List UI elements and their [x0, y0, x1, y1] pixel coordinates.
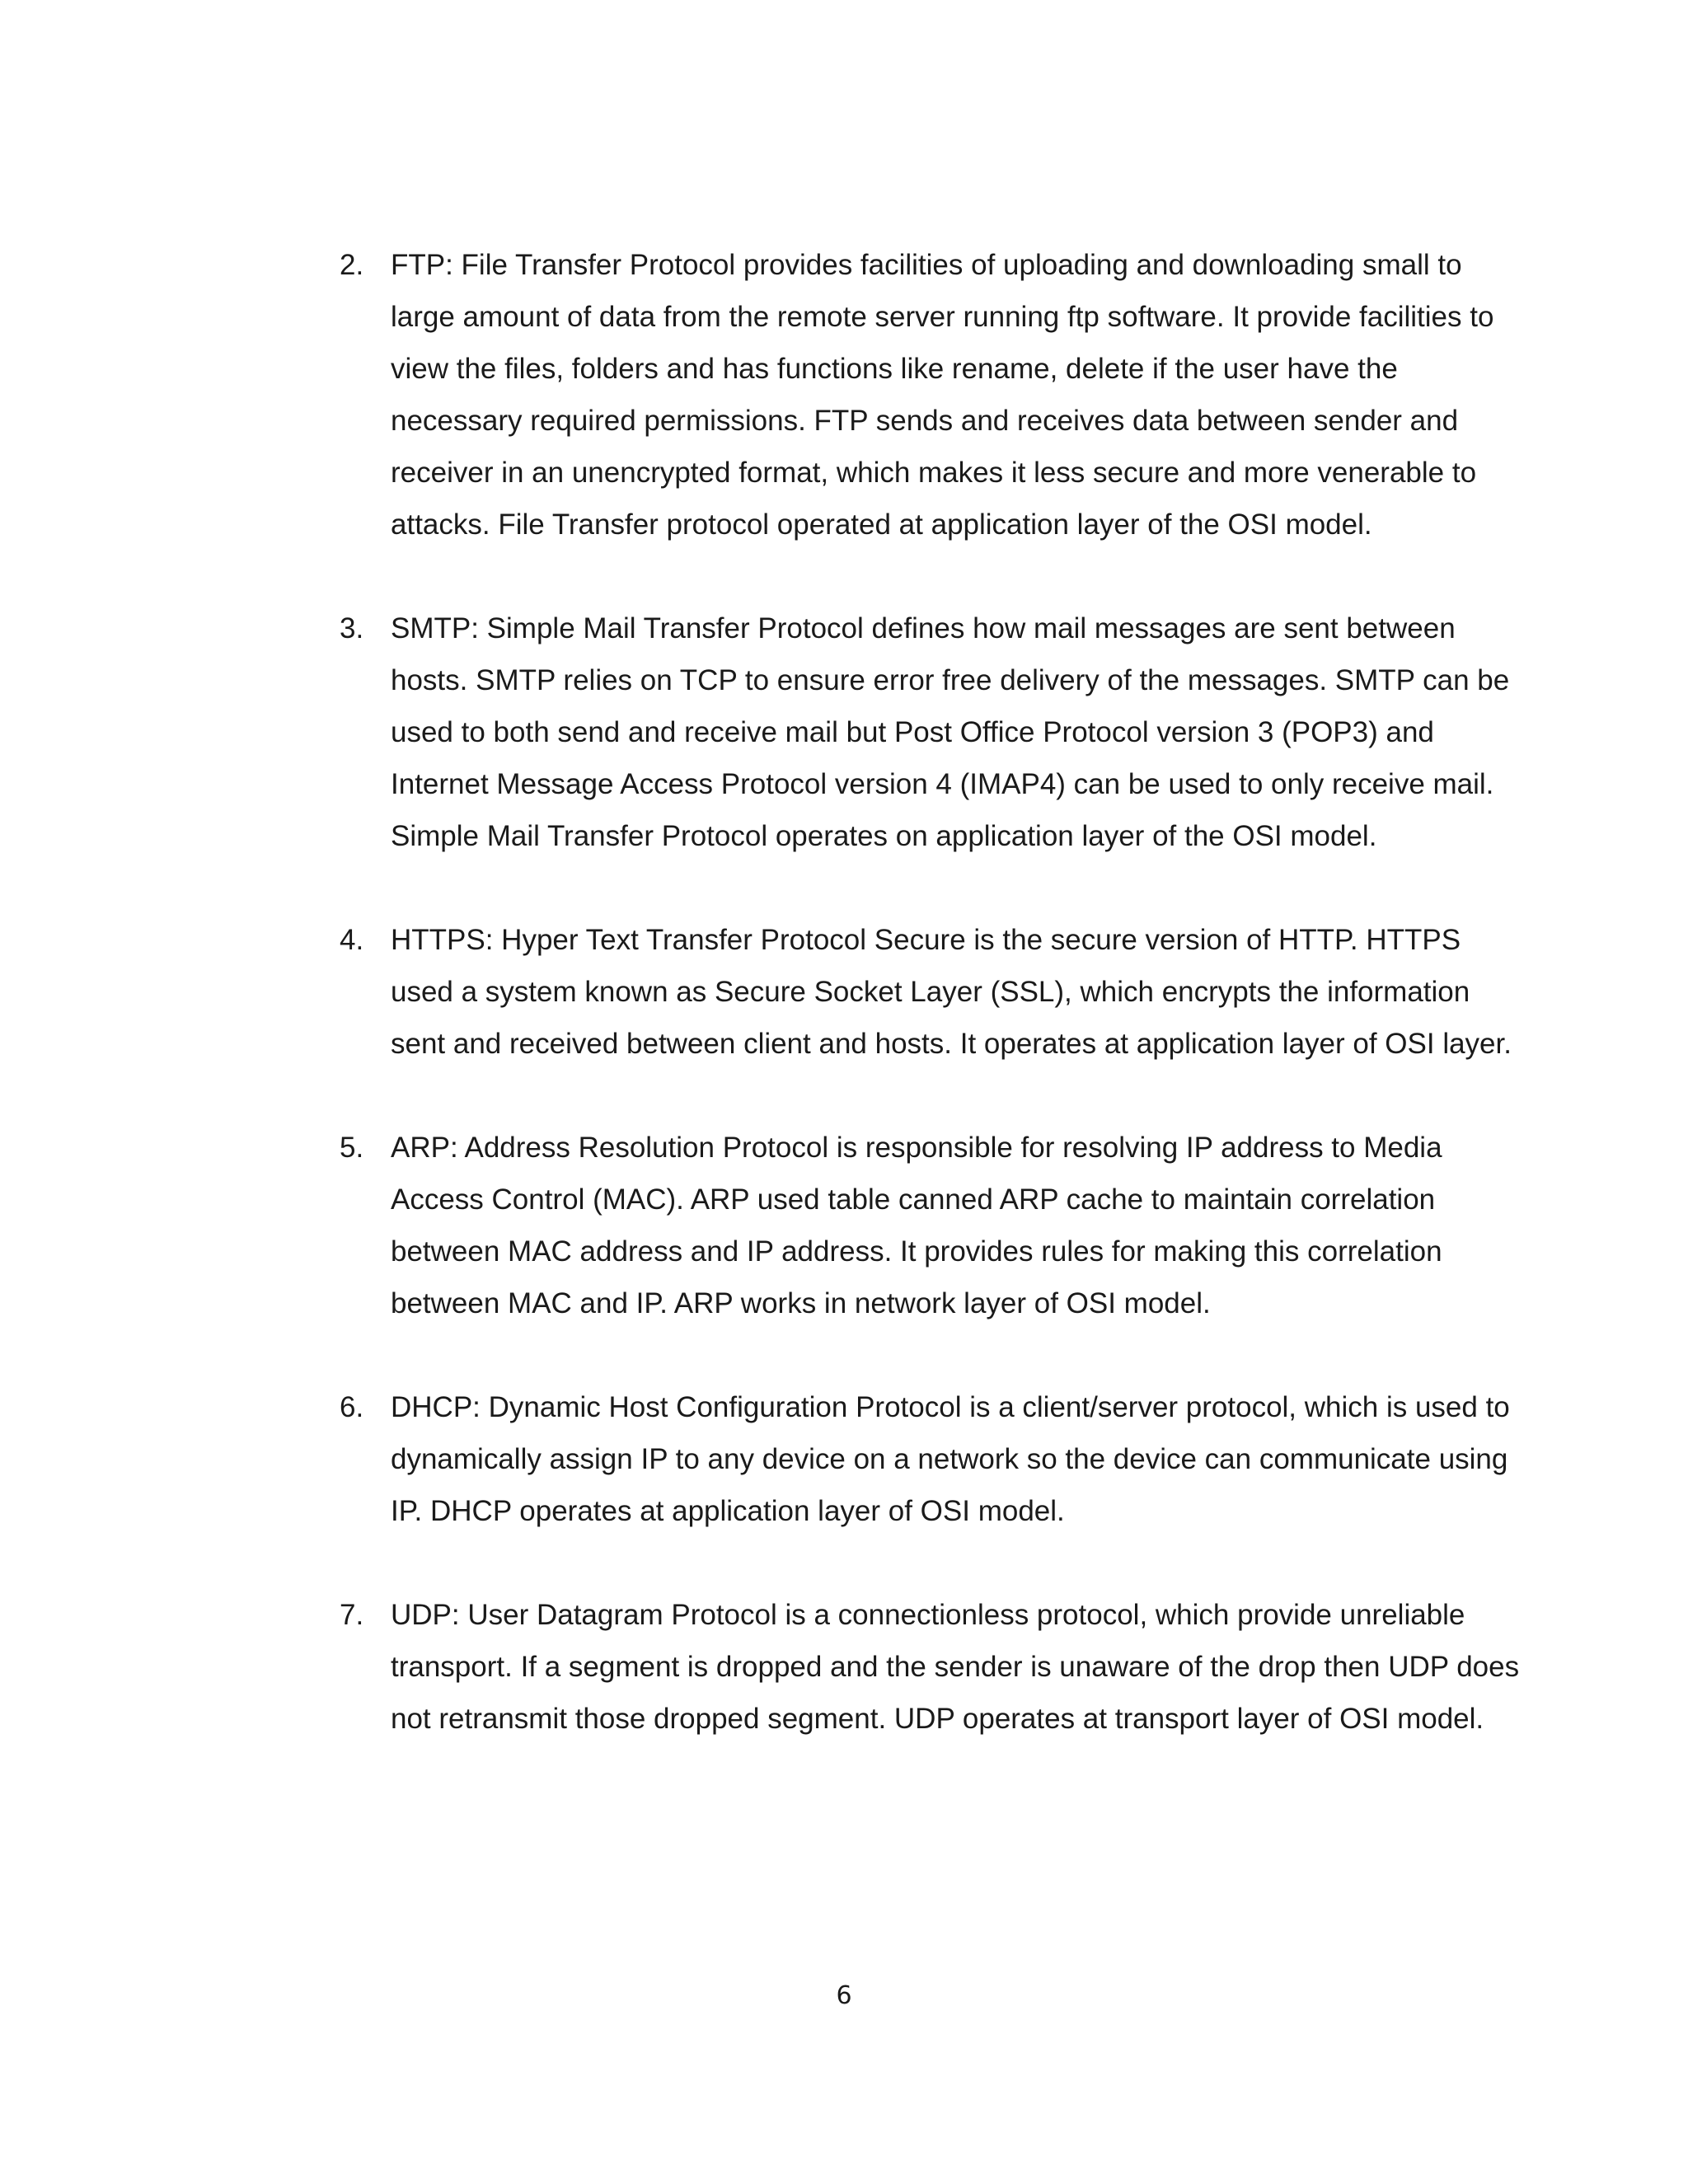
page-number: 6	[836, 1981, 852, 2010]
list-item-smtp	[340, 602, 1526, 862]
list-item-https	[340, 914, 1526, 1070]
list-item-number: 6.	[340, 1391, 364, 1423]
list-item-text: HTTPS: Hyper Text Transfer Protocol Secure is the secure version of HTTP. HTTPS used a system known as Secure Socket Layer (SSL), which encrypts the information sent and received between client and hosts. It operates at application layer of OSI layer.	[391, 924, 1512, 1060]
list-item-number: 3.	[340, 612, 364, 644]
list-item-text: FTP: File Transfer Protocol provides facilities of uploading and downloading small to large amount of data from the remote server running ftp software. It provide facilities to view the files, folders and has functions like rename, delete if the user have the necessary required permissions. FTP sends and receives data between sender and receiver in an unencrypted format, which makes it less secure and more venerable to attacks. File Transfer protocol operated at application layer of the OSI model.	[391, 249, 1494, 541]
list-item-text: SMTP: Simple Mail Transfer Protocol defines how mail messages are sent between hosts. SMTP relies on TCP to ensure error free delivery of the messages. SMTP can be used to both send and receive mail but Post Office Protocol version 3 (POP3) and Internet Message Access Protocol version 4 (IMAP4) can be used to only receive mail. Simple Mail Transfer Protocol operates on application layer of the OSI model.	[391, 612, 1510, 852]
list-item-ftp	[340, 239, 1526, 551]
list-item-number: 2.	[340, 249, 364, 281]
list-item-number: 7.	[340, 1599, 364, 1631]
list-item-arp	[340, 1122, 1526, 1329]
list-item-number: 4.	[340, 924, 364, 956]
list-item-text: ARP: Address Resolution Protocol is responsible for resolving IP address to Media Access Control (MAC). ARP used table canned ARP cache to maintain correlation between MAC address and IP address. It provides rules for making this correlation between MAC and IP. ARP works in network layer of OSI model.	[391, 1132, 1442, 1319]
list-item-udp	[340, 1589, 1526, 1745]
list-item-dhcp	[340, 1381, 1526, 1537]
list-item-number: 5.	[340, 1132, 364, 1164]
list-item-text: UDP: User Datagram Protocol is a connectionless protocol, which provide unreliable transport. If a segment is dropped and the sender is unaware of the drop then UDP does not retransmit those dropped segment. UDP operates at transport layer of OSI model.	[391, 1599, 1520, 1735]
list-item-text: DHCP: Dynamic Host Configuration Protocol is a client/server protocol, which is used to dynamically assign IP to any device on a network so the device can communicate using IP. DHCP operates at application layer of OSI model.	[391, 1391, 1510, 1527]
protocol-list	[340, 239, 1526, 1797]
